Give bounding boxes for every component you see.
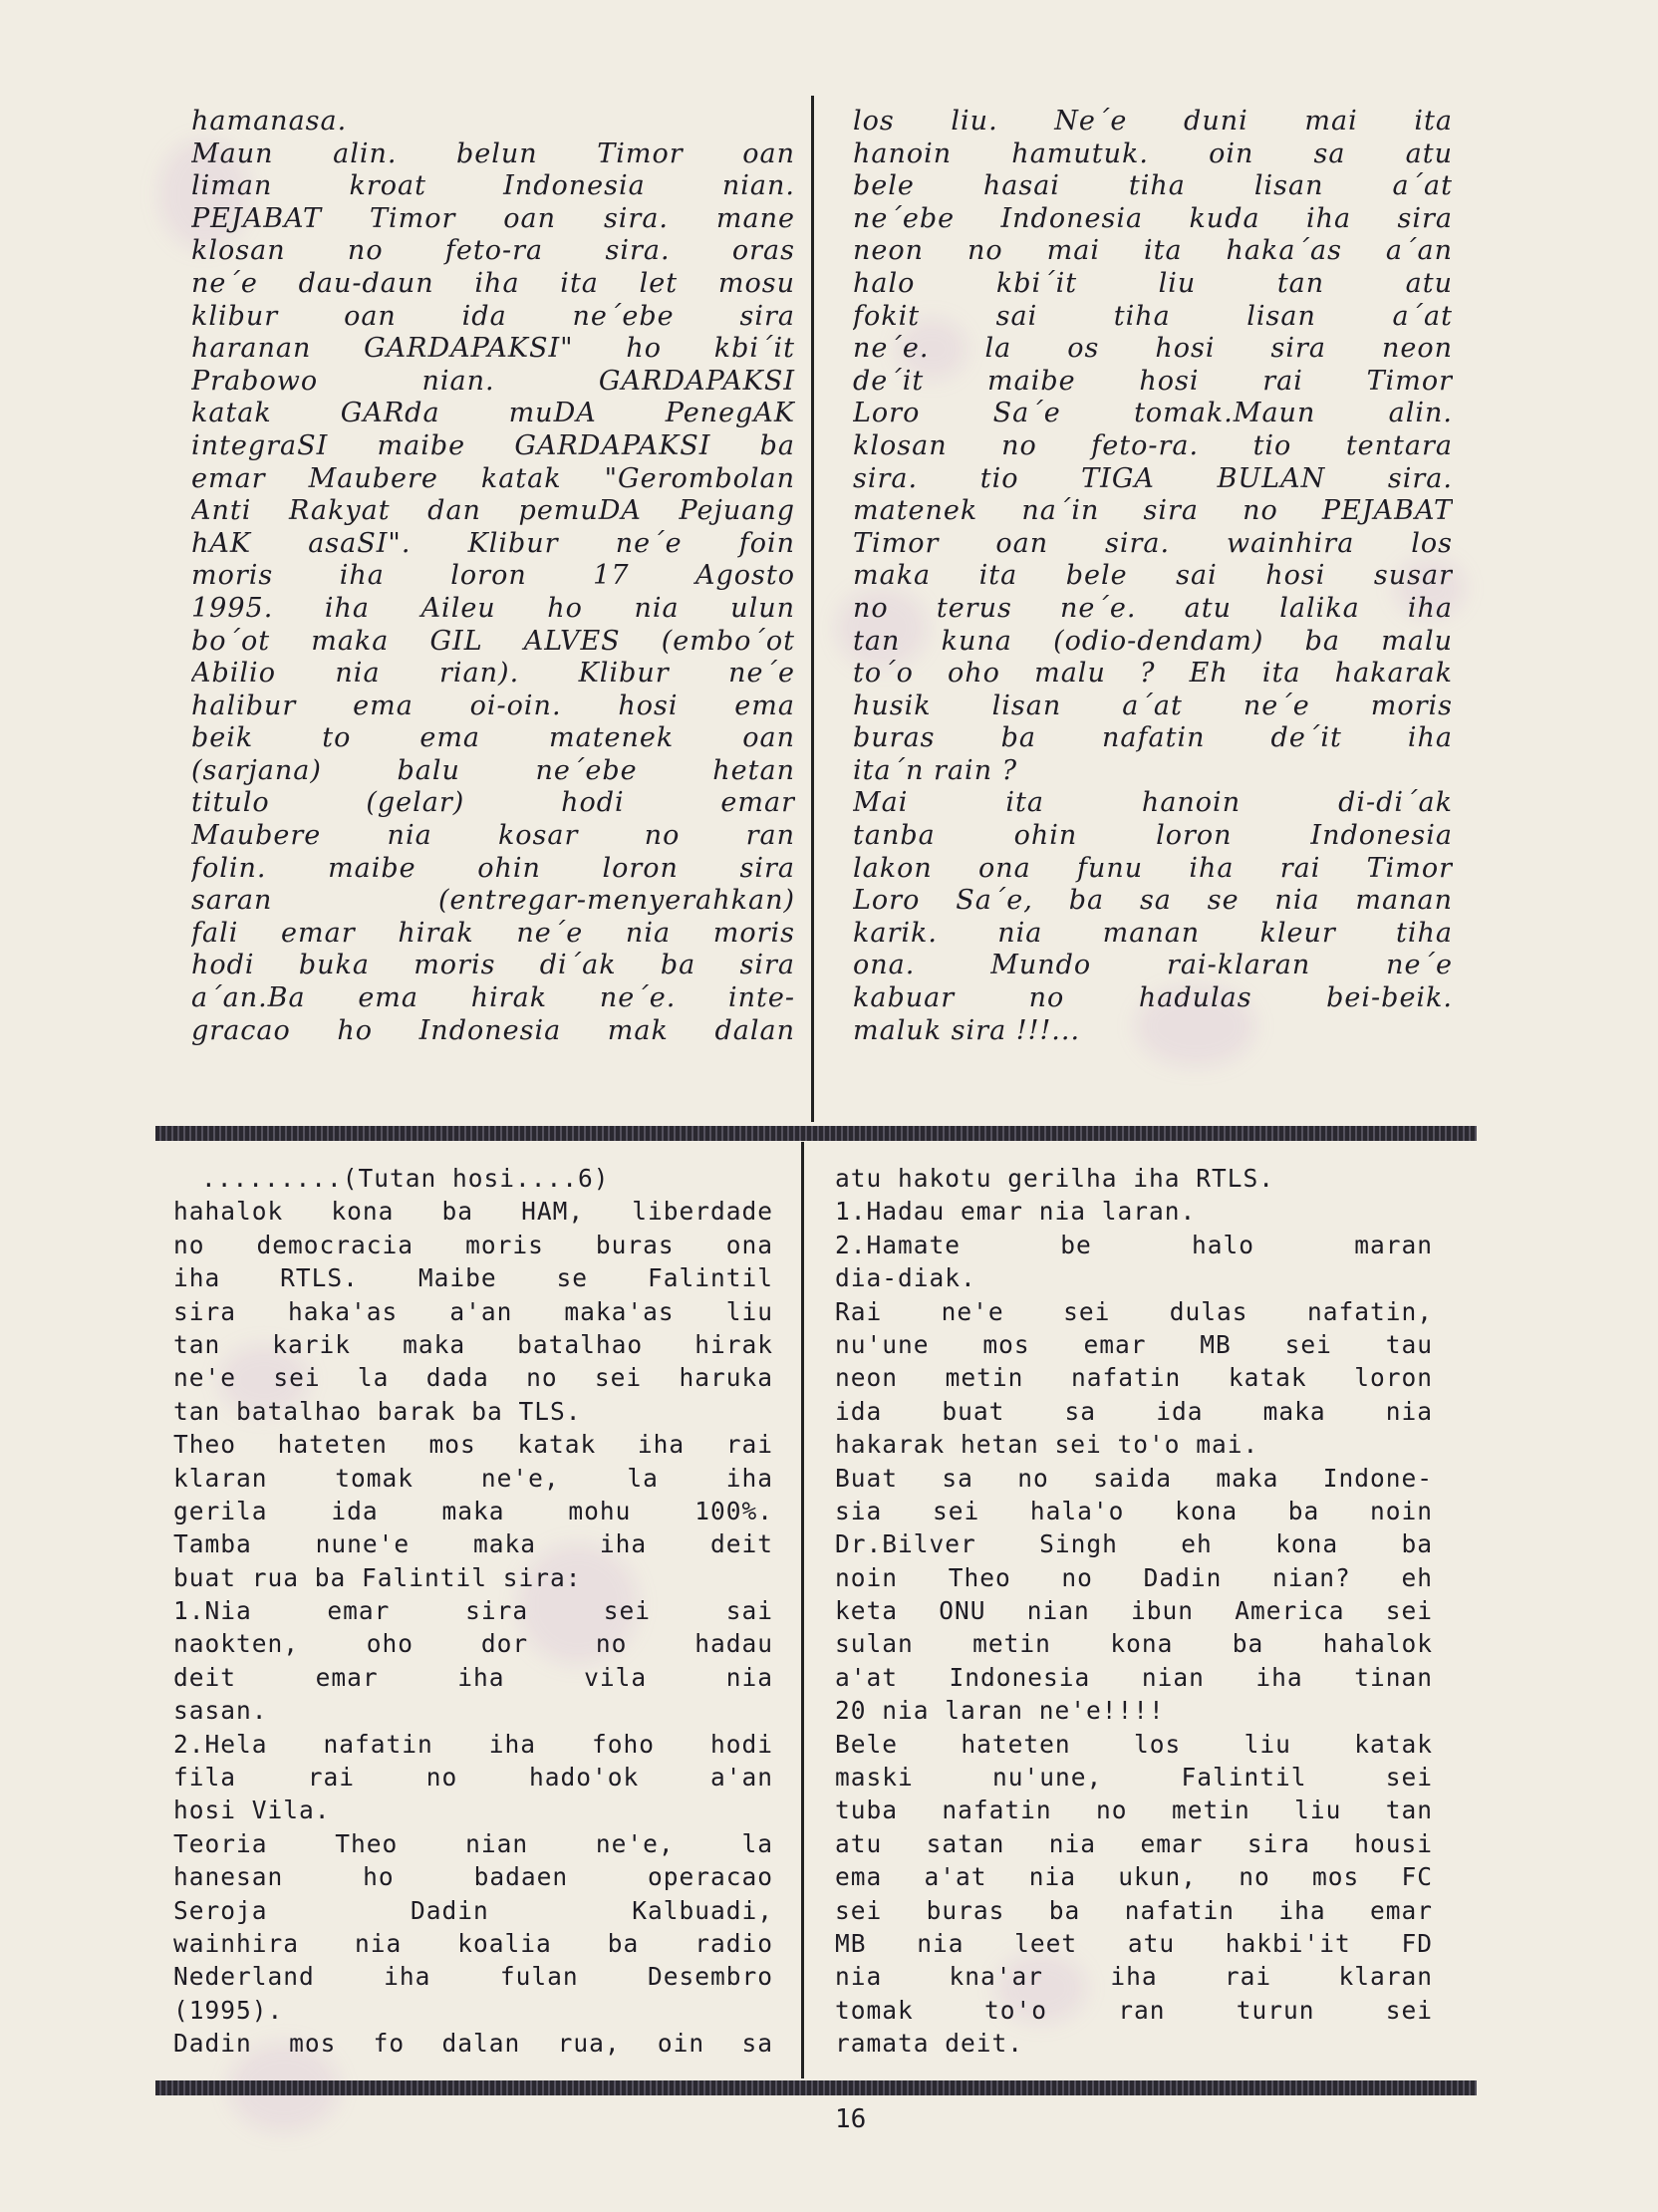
text-line: sia sei hala'o kona ba noin bbox=[835, 1496, 1433, 1525]
text-line: Maubere nia kosar no ran bbox=[191, 820, 795, 852]
text-line: hamanasa. bbox=[191, 106, 348, 137]
text-line: hanesan ho badaen operacao bbox=[173, 1862, 773, 1892]
text-line: husik lisan a´at ne´e moris bbox=[853, 690, 1453, 721]
text-line: hAK asaSI". Klibur ne´e foin bbox=[191, 527, 795, 559]
text-line: tan batalhao barak ba TLS. bbox=[173, 1396, 582, 1426]
text-line: katak GARda muDA PenegAK bbox=[191, 398, 795, 429]
bottom-right-column bbox=[835, 1162, 1433, 2061]
text-line: Bele hateten los liu katak bbox=[835, 1729, 1433, 1759]
text-line: liman kroat Indonesia nian. bbox=[191, 170, 795, 202]
text-line: neon metin nafatin katak loron bbox=[835, 1363, 1433, 1393]
text-line: tomak to'o ran turun sei bbox=[835, 1995, 1433, 2025]
top-left-column bbox=[191, 106, 795, 1047]
text-line: sulan metin kona ba hahalok bbox=[835, 1629, 1433, 1659]
text-line: hosi Vila. bbox=[173, 1796, 331, 1825]
text-line: emar Maubere katak "Gerombolan bbox=[191, 462, 795, 494]
text-line: MB nia leet atu hakbi'it FD bbox=[835, 1928, 1433, 1958]
text-line: hanoin hamutuk. oin sa atu bbox=[853, 138, 1453, 169]
text-line: maluk sira !!!... bbox=[853, 1014, 1081, 1046]
text-line: klaran tomak ne'e, la iha bbox=[173, 1463, 773, 1493]
text-line: 2.Hamate be halo maran bbox=[835, 1230, 1433, 1259]
text-line: buat rua ba Falintil sira: bbox=[173, 1562, 582, 1592]
text-line: halo kbi´it liu tan atu bbox=[853, 267, 1453, 299]
text-line: naokten, oho dor no hadau bbox=[173, 1629, 773, 1659]
text-line: Teoria Theo nian ne'e, la bbox=[173, 1828, 773, 1858]
text-line: fokit sai tiha lisan a´at bbox=[853, 300, 1453, 332]
text-line: maka ita bele sai hosi susar bbox=[853, 560, 1453, 592]
text-line: fali emar hirak ne´e nia moris bbox=[191, 917, 795, 949]
text-line: a´an.Ba ema hirak ne´e. inte- bbox=[191, 982, 795, 1014]
top-right-column bbox=[853, 106, 1453, 1047]
text-line: ne´e dau-daun iha ita let mosu bbox=[191, 267, 795, 299]
text-line: Buat sa no saida maka Indone- bbox=[835, 1463, 1433, 1493]
bottom-left-column bbox=[173, 1162, 773, 2061]
text-line: bo´ot maka GIL ALVES (embo´ot bbox=[191, 625, 795, 657]
text-line: Dadin mos fo dalan rua, oin sa bbox=[173, 2029, 773, 2059]
text-line: sasan. bbox=[173, 1696, 268, 1726]
text-line: ita´n rain ? bbox=[853, 754, 1018, 786]
bottom-divider-bar bbox=[155, 2080, 1477, 2095]
text-line: haranan GARDAPAKSI" ho kbi´it bbox=[191, 333, 795, 365]
text-line: los liu. Ne´e duni mai ita bbox=[853, 106, 1453, 137]
text-line: Seroja Dadin Kalbuadi, bbox=[173, 1895, 773, 1925]
text-line: tanba ohin loron Indonesia bbox=[853, 820, 1453, 852]
column-divider bbox=[801, 1142, 804, 2078]
text-line: no democracia moris buras ona bbox=[173, 1230, 773, 1259]
text-line: Tamba nune'e maka iha deit bbox=[173, 1529, 773, 1559]
text-line: tan karik maka batalhao hirak bbox=[173, 1329, 773, 1359]
page-number: 16 bbox=[835, 2104, 867, 2134]
text-line: hodi buka moris di´ak ba sira bbox=[191, 950, 795, 981]
text-line: Loro Sa´e tomak.Maun alin. bbox=[853, 398, 1453, 429]
text-line: 1.Nia emar sira sei sai bbox=[173, 1596, 773, 1626]
text-line: noin Theo no Dadin nian? eh bbox=[835, 1562, 1433, 1592]
text-line: nu'une mos emar MB sei tau bbox=[835, 1329, 1433, 1359]
text-line: buras ba nafatin de´it iha bbox=[853, 722, 1453, 754]
text-line: Timor oan sira. wainhira los bbox=[853, 527, 1453, 559]
text-line: (sarjana) balu ne´ebe hetan bbox=[191, 754, 795, 786]
text-line: gerila ida maka mohu 100%. bbox=[173, 1496, 773, 1525]
text-line: deit emar iha vila nia bbox=[173, 1662, 773, 1692]
text-line: iha RTLS. Maibe se Falintil bbox=[173, 1263, 773, 1293]
text-line: Anti Rakyat dan pemuDA Pejuang bbox=[191, 495, 795, 527]
text-line: sira haka'as a'an maka'as liu bbox=[173, 1296, 773, 1326]
text-line: fila rai no hado'ok a'an bbox=[173, 1763, 773, 1793]
text-line: 1.Hadau emar nia laran. bbox=[835, 1197, 1197, 1227]
text-line: titulo (gelar) hodi emar bbox=[191, 787, 795, 819]
text-line: .........(Tutan hosi....6) bbox=[201, 1164, 610, 1193]
text-line: klibur oan ida ne´ebe sira bbox=[191, 300, 795, 332]
text-line: hahalok kona ba HAM, liberdade bbox=[173, 1197, 773, 1227]
text-line: moris iha loron 17 Agosto bbox=[191, 560, 795, 592]
text-line: Maun alin. belun Timor oan bbox=[191, 138, 795, 169]
text-line: dia-diak. bbox=[835, 1263, 976, 1293]
text-line: tuba nafatin no metin liu tan bbox=[835, 1796, 1433, 1825]
text-line: hakarak hetan sei to'o mai. bbox=[835, 1430, 1259, 1460]
text-line: Abilio nia rian). Klibur ne´e bbox=[191, 658, 795, 690]
text-line: klosan no feto-ra. tio tentara bbox=[853, 429, 1453, 461]
text-line: atu hakotu gerilha iha RTLS. bbox=[835, 1164, 1275, 1193]
text-line: ne´ebe Indonesia kuda iha sira bbox=[853, 202, 1453, 234]
text-line: wainhira nia koalia ba radio bbox=[173, 1928, 773, 1958]
text-line: neon no mai ita haka´as a´an bbox=[853, 235, 1453, 267]
text-line: integraSI maibe GARDAPAKSI ba bbox=[191, 429, 795, 461]
text-line: 2.Hela nafatin iha foho hodi bbox=[173, 1729, 773, 1759]
text-line: klosan no feto-ra sira. oras bbox=[191, 235, 795, 267]
text-line: Nederland iha fulan Desembro bbox=[173, 1962, 773, 1992]
text-line: karik. nia manan kleur tiha bbox=[853, 917, 1453, 949]
text-line: sira. tio TIGA BULAN sira. bbox=[853, 462, 1453, 494]
text-line: ema a'at nia ukun, no mos FC bbox=[835, 1862, 1433, 1892]
text-line: to´o oho malu ? Eh ita hakarak bbox=[853, 658, 1453, 690]
text-line: ne´e. la os hosi sira neon bbox=[853, 333, 1453, 365]
text-line: Dr.Bilver Singh eh kona ba bbox=[835, 1529, 1433, 1559]
text-line: tan kuna (odio-dendam) ba malu bbox=[853, 625, 1453, 657]
text-line: ne'e sei la dada no sei haruka bbox=[173, 1363, 773, 1393]
text-line: Mai ita hanoin di-di´ak bbox=[853, 787, 1453, 819]
text-line: ramata deit. bbox=[835, 2029, 1024, 2059]
section-divider-bar bbox=[155, 1126, 1477, 1141]
text-line: kabuar no hadulas bei-beik. bbox=[853, 982, 1453, 1014]
text-line: a'at Indonesia nian iha tinan bbox=[835, 1662, 1433, 1692]
text-line: ona. Mundo rai-klaran ne´e bbox=[853, 950, 1453, 981]
text-line: saran (entregar-menyerahkan) bbox=[191, 885, 795, 917]
column-divider bbox=[811, 96, 814, 1122]
text-line: atu satan nia emar sira housi bbox=[835, 1828, 1433, 1858]
text-line: no terus ne´e. atu lalika iha bbox=[853, 592, 1453, 624]
text-line: maski nu'une, Falintil sei bbox=[835, 1763, 1433, 1793]
text-line: sei buras ba nafatin iha emar bbox=[835, 1895, 1433, 1925]
text-line: matenek na´in sira no PEJABAT bbox=[853, 495, 1453, 527]
text-line: Theo hateten mos katak iha rai bbox=[173, 1430, 773, 1460]
text-line: Prabowo nian. GARDAPAKSI bbox=[191, 365, 795, 397]
text-line: de´it maibe hosi rai Timor bbox=[853, 365, 1453, 397]
text-line: gracao ho Indonesia mak dalan bbox=[191, 1014, 795, 1046]
text-line: keta ONU nian ibun America sei bbox=[835, 1596, 1433, 1626]
text-line: 20 nia laran ne'e!!!! bbox=[835, 1696, 1165, 1726]
text-line: halibur ema oi-oin. hosi ema bbox=[191, 690, 795, 721]
text-line: lakon ona funu iha rai Timor bbox=[853, 852, 1453, 884]
text-line: nia kna'ar iha rai klaran bbox=[835, 1962, 1433, 1992]
text-line: beik to ema matenek oan bbox=[191, 722, 795, 754]
text-line: 1995. iha Aileu ho nia ulun bbox=[191, 592, 795, 624]
text-line: ida buat sa ida maka nia bbox=[835, 1396, 1433, 1426]
text-line: (1995). bbox=[173, 1995, 284, 2025]
text-line: folin. maibe ohin loron sira bbox=[191, 852, 795, 884]
text-line: Loro Sa´e, ba sa se nia manan bbox=[853, 885, 1453, 917]
text-line: PEJABAT Timor oan sira. mane bbox=[191, 202, 795, 234]
text-line: bele hasai tiha lisan a´at bbox=[853, 170, 1453, 202]
text-line: Rai ne'e sei dulas nafatin, bbox=[835, 1296, 1433, 1326]
